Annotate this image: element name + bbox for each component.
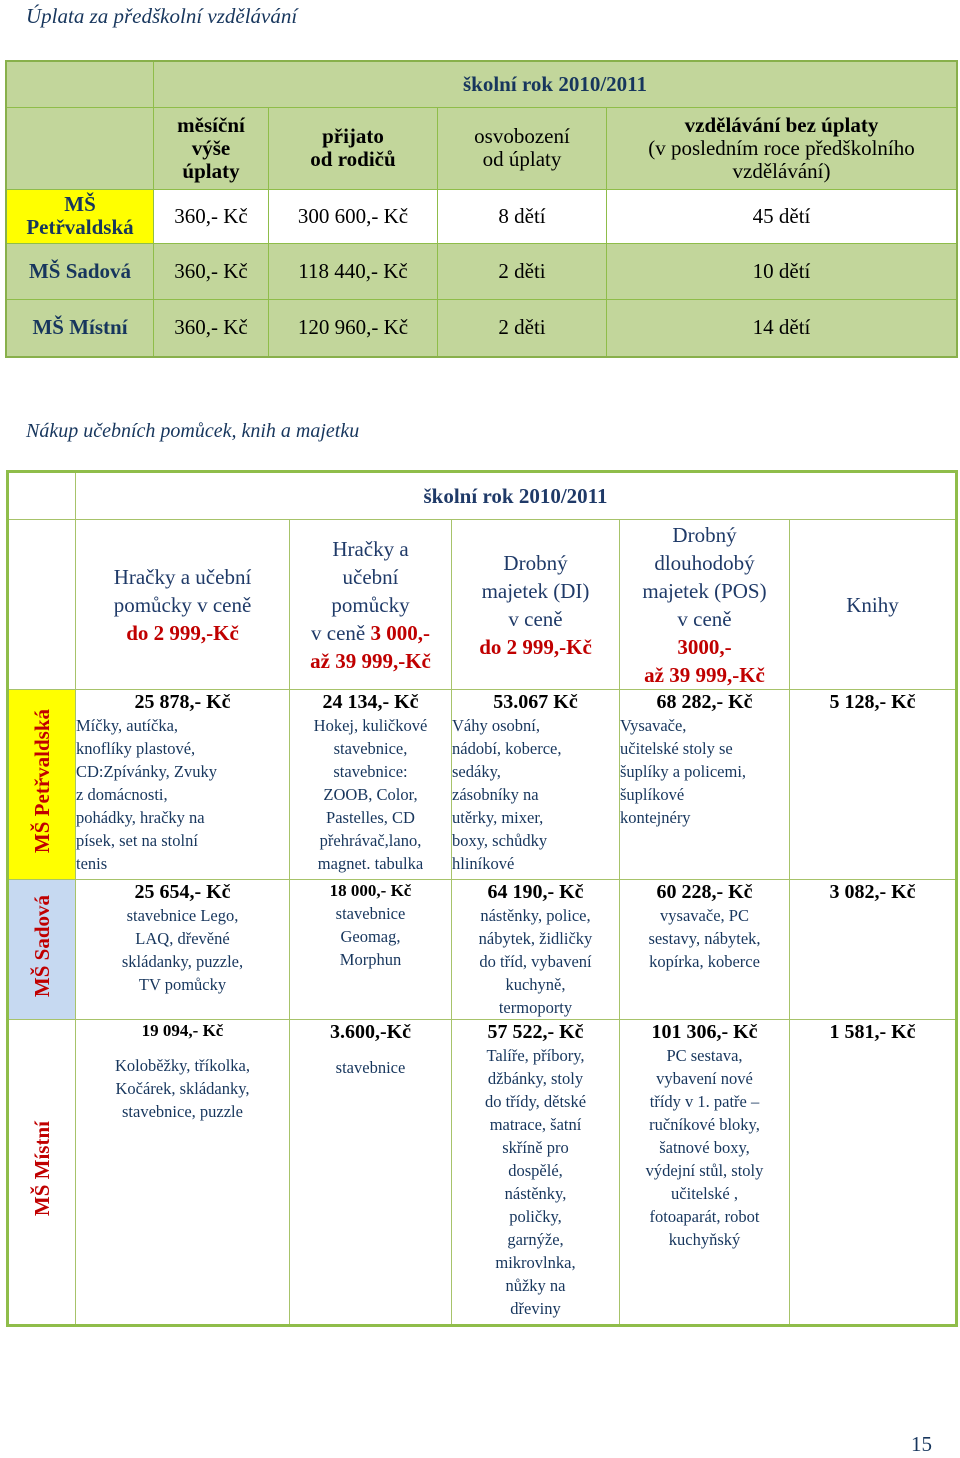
desc-line: nástěnky, [504,1184,567,1203]
desc-line: zásobníky na [452,785,539,804]
desc-line: šatnové boxy, [659,1138,750,1157]
table1-row [6,299,957,357]
desc-line: sestavy, nábytek, [648,929,761,948]
desc-line: ručníkové bloky, [649,1115,760,1134]
desc-line: z domácnosti, [76,785,168,804]
cell-toys-small [76,690,290,880]
desc-line: výdejní stůl, stoly [645,1161,764,1180]
cell-small-assets [452,880,620,1020]
cell-long-term-assets [620,880,790,1020]
desc-line: kontejnéry [620,808,691,827]
table2-year: školní rok 2010/2011 [76,472,957,520]
desc-line: dospělé, [508,1161,563,1180]
desc-line: utěrky, mixer, [452,808,544,827]
cell-books [790,880,957,1020]
desc-line: džbánky, stoly [487,1069,584,1088]
desc-line: kopírka, koberce [649,952,760,971]
desc-line: mikrovlnka, [495,1253,576,1272]
purchases-table [6,470,958,1327]
desc-line: tenis [76,854,108,873]
school-row-mistni [8,1020,957,1326]
desc [290,1056,451,1079]
cell-monthly: 360,- Kč [154,243,269,299]
desc [290,902,451,971]
header-line: majetek (POS) [642,578,767,603]
row-name-sadova: MŠ Sadová [6,243,154,299]
desc [76,904,289,996]
header-line: Knihy [846,592,899,617]
desc-line: garnýže, [507,1230,564,1249]
table1-year: školní rok 2010/2011 [154,61,958,107]
school-label: MŠ Sadová [8,880,76,1020]
desc-line: knoflíky plastové, [76,739,196,758]
header-line: pomůcky v ceně [113,592,252,617]
desc-line: skříně pro [502,1138,569,1157]
cell-monthly: 360,- Kč [154,189,269,243]
desc-line: ZOOB, Color, [323,785,418,804]
desc-line: Talíře, příbory, [486,1046,585,1065]
amount: 3.600,-Kč [329,1021,412,1043]
desc-line: pohádky, hračky na [76,808,205,827]
desc-line: šuplíky a policemi, [620,762,747,781]
desc-line: do třídy, dětské [484,1092,587,1111]
desc-line: Vysavače, [620,716,687,735]
header-price: 3000,- [677,634,732,659]
corner-cell-2 [6,107,154,189]
header-line: Hračky a učební [113,564,252,589]
cell-exempt: 8 dětí [438,189,607,243]
desc-line: Koloběžky, tříkolka, [114,1056,251,1075]
desc-line: boxy, schůdky [452,831,548,850]
corner-cell-2 [8,520,76,690]
cell-long-term-assets [620,1020,790,1326]
table1-row [6,189,957,243]
header-line: dlouhodobý [654,550,755,575]
desc [76,714,289,875]
desc-line: hliníkové [452,854,515,873]
header-price: 3 000,- [370,620,430,645]
row-name-line: Petřvaldská [26,215,134,239]
col-exempt-line: osvobození [474,124,570,148]
header-price: do 2 999,-Kč [126,620,239,645]
amount: 24 134,- Kč [322,691,419,713]
cell-toys-large [290,690,452,880]
cell-free: 45 dětí [607,189,958,243]
header-line: Drobný [503,550,568,575]
col-monthly-line: výše [191,135,231,160]
desc-line: skládanky, puzzle, [121,952,244,971]
desc-line: Pastelles, CD [326,808,415,827]
header-price: až 39 999,-Kč [644,662,765,687]
desc-line: přehrávač,lano, [319,831,422,850]
desc-line: do tříd, vybavení [479,952,592,971]
amount: 64 190,- Kč [487,881,584,903]
header-line: v ceně [311,620,371,645]
row-name-petrvaldska [6,189,154,243]
cell-long-term-assets [620,690,790,880]
amount: 1 581,- Kč [829,1021,916,1043]
amount: 101 306,- Kč [651,1021,758,1043]
desc [452,904,619,1019]
amount: 25 878,- Kč [134,691,231,713]
desc [620,1044,789,1251]
desc [620,714,789,829]
desc-line: matrace, šatní [489,1115,582,1134]
col-exempt-line: od úplaty [482,147,562,171]
desc-line: stavebnice Lego, [126,906,239,925]
cell-toys-small [76,880,290,1020]
desc [620,904,789,973]
school-row-petrvaldska [8,690,957,880]
cell-books [790,1020,957,1326]
cell-received: 118 440,- Kč [269,243,438,299]
amount: 19 094,- Kč [141,1021,224,1040]
col-received-line: od rodičů [310,147,396,171]
desc-line: sedáky, [452,762,501,781]
desc-line: kuchyňský [668,1230,741,1249]
row-name-mistni: MŠ Místní [6,299,154,357]
desc-line: TV pomůcky [138,975,227,994]
amount: 25 654,- Kč [134,881,231,903]
school-label: MŠ Místní [8,1020,76,1326]
cell-received: 300 600,- Kč [269,189,438,243]
header-line: Hračky a [332,536,409,561]
desc [452,1044,619,1320]
desc-line: třídy v 1. patře – [649,1092,760,1111]
header-line: majetek (DI) [481,578,590,603]
desc-line: kuchyně, [505,975,566,994]
amount: 3 082,- Kč [829,881,916,903]
cell-free: 10 dětí [607,243,958,299]
desc-line: PC sestava, [666,1046,743,1065]
desc [452,714,619,875]
col-header-toys-large [290,520,452,690]
desc-line: stavebnice: [333,762,408,781]
desc-line: učitelské , [671,1184,738,1203]
header-line: v ceně [508,606,563,631]
cell-books [790,690,957,880]
desc-line: šuplíkové [620,785,685,804]
cell-toys-large [290,880,452,1020]
amount: 5 128,- Kč [829,691,916,713]
desc-line: vybavení nové [656,1069,753,1088]
corner-cell [6,61,154,107]
header-line: Drobný [672,522,737,547]
cell-monthly: 360,- Kč [154,299,269,357]
col-monthly-line: úplaty [182,158,240,183]
heading-purchases: Nákup učebních pomůcek, knih a majetku [26,420,360,442]
cell-free: 14 dětí [607,299,958,357]
desc-line: Geomag, [340,927,401,946]
desc [76,1054,289,1123]
col-header-toys-small [76,520,290,690]
header-line: v ceně [677,606,732,631]
col-free-line: (v posledním roce předškolního [648,135,915,160]
col-free-line: vzdělávání bez úplaty [684,112,879,137]
cell-small-assets [452,1020,620,1326]
col-header-long-term-assets [620,520,790,690]
col-header-small-assets [452,520,620,690]
cell-exempt: 2 děti [438,243,607,299]
desc-line: stavebnice [335,1058,406,1077]
desc-line: učitelské stoly se [620,739,733,758]
col-monthly-header [154,107,269,189]
cell-toys-small [76,1020,290,1326]
desc-line: nástěnky, police, [480,906,591,925]
header-price: až 39 999,-Kč [310,648,431,673]
desc-line: CD:Zpívánky, Zvuky [76,762,217,781]
desc-line: Hokej, kuličkové [313,716,428,735]
desc-line: poličky, [509,1207,562,1226]
cell-exempt: 2 děti [438,299,607,357]
col-received-header [269,107,438,189]
amount: 57 522,- Kč [487,1021,584,1043]
desc-line: Morphun [339,950,402,969]
desc-line: LAQ, dřevěné [135,929,230,948]
desc-line: vysavače, PC [660,906,749,925]
row-name-line: MŠ [64,192,96,216]
desc-line: Kočárek, skládanky, [115,1079,250,1098]
amount: 18 000,- Kč [329,881,412,900]
col-exempt-header [438,107,607,189]
table1-row [6,243,957,299]
header-price: do 2 999,-Kč [479,634,592,659]
col-free-line: vzdělávání) [732,158,831,183]
desc-line: fotoaparát, robot [649,1207,760,1226]
desc-line: termoporty [498,998,573,1017]
col-free-header [607,107,958,189]
col-header-books [790,520,957,690]
desc-line: magnet. tabulka [317,854,424,873]
desc-line: stavebnice [335,904,406,923]
desc-line: písek, set na stolní [76,831,198,850]
amount: 60 228,- Kč [656,881,753,903]
desc [292,714,449,875]
header-line: učební [342,564,399,589]
col-monthly-line: měsíční [177,112,245,137]
school-row-sadova [8,880,957,1020]
cell-toys-large [290,1020,452,1326]
desc-line: nůžky na [505,1276,566,1295]
fees-table [5,60,958,358]
desc-line: stavebnice, [333,739,408,758]
school-label: MŠ Petřvaldská [8,690,76,880]
header-line: pomůcky [331,592,410,617]
desc-line: stavebnice, puzzle [122,1102,243,1121]
desc-line: Váhy osobní, [452,716,540,735]
heading-fees: Úplata za předškolní vzdělávání [26,4,298,28]
desc-line: nábytek, židličky [478,929,593,948]
desc-line: dřeviny [510,1299,561,1318]
page-number: 15 [911,1432,932,1456]
desc-line: nádobí, koberce, [452,739,562,758]
corner-cell [8,472,76,520]
desc-line: Míčky, autíčka, [76,716,179,735]
col-received-line: přijato [322,124,384,148]
amount: 53.067 Kč [493,691,578,713]
cell-small-assets [452,690,620,880]
cell-received: 120 960,- Kč [269,299,438,357]
amount: 68 282,- Kč [656,691,753,713]
